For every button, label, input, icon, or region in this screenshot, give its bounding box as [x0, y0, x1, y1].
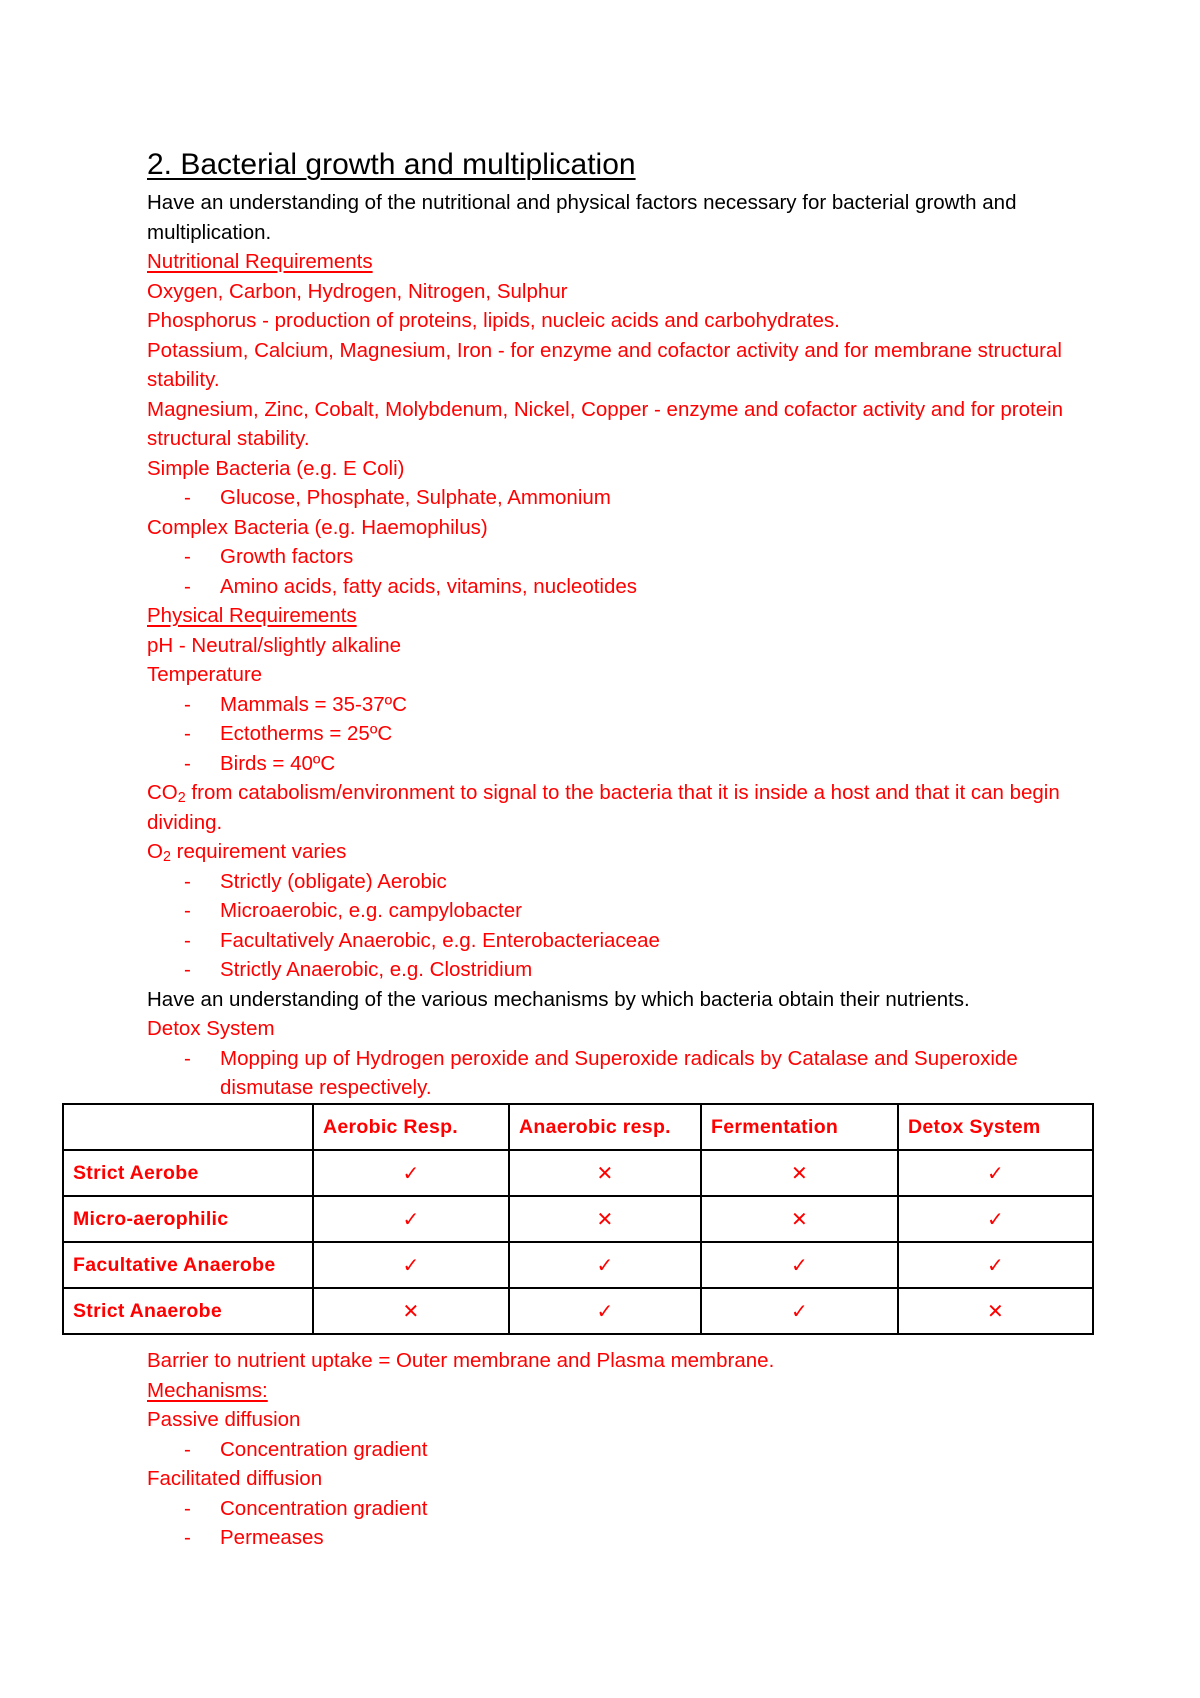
table-header-cell: Anaerobic resp.: [509, 1104, 701, 1150]
table-row: [63, 1196, 1093, 1242]
table-cell: ✓: [898, 1150, 1093, 1196]
nutrient-line: Oxygen, Carbon, Hydrogen, Nitrogen, Sulphur: [147, 279, 568, 303]
table-cell: ✕: [898, 1288, 1093, 1334]
temperature-label: Temperature: [147, 663, 263, 686]
nutrient-line: Potassium, Calcium, Magnesium, Iron - for enzyme and cofactor activity and for membrane structural stability.: [147, 338, 1062, 391]
list-item: - Microaerobic, e.g. campylobacter: [147, 896, 1087, 926]
table-cell: ✓: [509, 1288, 701, 1334]
passive-diffusion-label: Passive diffusion: [147, 1408, 301, 1431]
list-item: - Glucose, Phosphate, Sulphate, Ammonium: [147, 483, 1087, 513]
nutritional-heading: Nutritional Requirements: [147, 250, 373, 273]
row-label: Strict Anaerobe: [63, 1288, 313, 1334]
table-cell: ✓: [898, 1242, 1093, 1288]
dash: -: [184, 574, 191, 598]
dash: -: [184, 1046, 191, 1070]
table-cell: ✕: [509, 1196, 701, 1242]
table-header-cell: [63, 1104, 313, 1150]
complex-bacteria-label: Complex Bacteria (e.g. Haemophilus): [147, 515, 488, 539]
row-label: Micro-aerophilic: [63, 1196, 313, 1242]
nutrient-line: Magnesium, Zinc, Cobalt, Molybdenum, Nickel, Copper - enzyme and cofactor activity and for protein structural stability.: [147, 397, 1064, 450]
dash: -: [184, 1526, 191, 1549]
list-item: - Permeases: [147, 1523, 1087, 1553]
list-item: - Ectotherms = 25ºC: [147, 719, 1087, 749]
dash: -: [184, 958, 191, 981]
co2-line: $CO_2$ from catabolism/environment to signal to the bacteria that it is inside a host and that it can begin dividing.: [147, 781, 1060, 834]
dash: -: [184, 751, 191, 775]
table-header-cell: Detox System: [898, 1104, 1093, 1150]
table-cell: ✕: [313, 1288, 509, 1334]
page-title: 2. Bacterial growth and multiplication: [147, 148, 636, 181]
table-header-cell: Fermentation: [701, 1104, 898, 1150]
table-cell: ✓: [313, 1196, 509, 1242]
dash: -: [184, 1496, 191, 1520]
list-item: - Strictly Anaerobic, e.g. Clostridium: [147, 955, 1087, 985]
simple-bacteria-label: Simple Bacteria (e.g. E Coli): [147, 456, 405, 480]
list-item: - Mopping up of Hydrogen peroxide and Superoxide radicals by Catalase and Superoxide dismutase respectively.: [147, 1044, 1087, 1103]
list-item: - Facultatively Anaerobic, e.g. Enterobacteriaceae: [147, 926, 1087, 956]
table-cell: ✕: [509, 1150, 701, 1196]
o2-line: $O_2$ requirement varies: [147, 840, 347, 865]
dash: -: [184, 1437, 191, 1461]
table-cell: ✕: [701, 1196, 898, 1242]
table-cell: ✓: [313, 1242, 509, 1288]
detox-label: Detox System: [147, 1017, 275, 1040]
list-item: - Mammals = 35-37ºC: [147, 690, 1087, 720]
list-item: - Concentration gradient: [147, 1494, 1087, 1524]
table-header-row: [63, 1104, 1093, 1150]
document-body-continued: [147, 1346, 1087, 1553]
document-body: [147, 146, 1087, 1103]
table-cell: ✓: [313, 1150, 509, 1196]
nutrient-line: Phosphorus - production of proteins, lipids, nucleic acids and carbohydrates.: [147, 309, 840, 332]
list-item: - Growth factors: [147, 542, 1087, 572]
row-label: Facultative Anaerobe: [63, 1242, 313, 1288]
dash: -: [184, 928, 191, 952]
facilitated-diffusion-label: Facilitated diffusion: [147, 1467, 323, 1490]
respiration-table: [62, 1103, 1094, 1335]
table-cell: ✓: [701, 1242, 898, 1288]
mechanisms-intro: Have an understanding of the various mechanisms by which bacteria obtain their nutrients.: [147, 987, 970, 1011]
dash: -: [184, 692, 191, 716]
dash: -: [184, 722, 191, 745]
row-label: Strict Aerobe: [63, 1150, 313, 1196]
intro-text: Have an understanding of the nutritional and physical factors necessary for bacterial growth and multiplication.: [147, 191, 1017, 244]
table-cell: ✓: [701, 1288, 898, 1334]
table-cell: ✓: [509, 1242, 701, 1288]
ph-line: pH - Neutral/slightly alkaline: [147, 633, 402, 657]
list-item: - Amino acids, fatty acids, vitamins, nucleotides: [147, 572, 1087, 602]
barrier-line: Barrier to nutrient uptake = Outer membrane and Plasma membrane.: [147, 1349, 775, 1372]
dash: -: [184, 545, 191, 568]
dash: -: [184, 899, 191, 922]
list-item: - Strictly (obligate) Aerobic: [147, 867, 1087, 897]
dash: -: [184, 486, 191, 509]
list-item: - Birds = 40ºC: [147, 749, 1087, 779]
dash: -: [184, 869, 191, 893]
table-cell: ✕: [701, 1150, 898, 1196]
mechanisms-heading: Mechanisms:: [147, 1378, 268, 1402]
list-item: - Concentration gradient: [147, 1435, 1087, 1465]
table-header-cell: Aerobic Resp.: [313, 1104, 509, 1150]
table-row: [63, 1288, 1093, 1334]
physical-heading: Physical Requirements: [147, 604, 357, 627]
table-row: [63, 1242, 1093, 1288]
table-row: [63, 1150, 1093, 1196]
table-cell: ✓: [898, 1196, 1093, 1242]
